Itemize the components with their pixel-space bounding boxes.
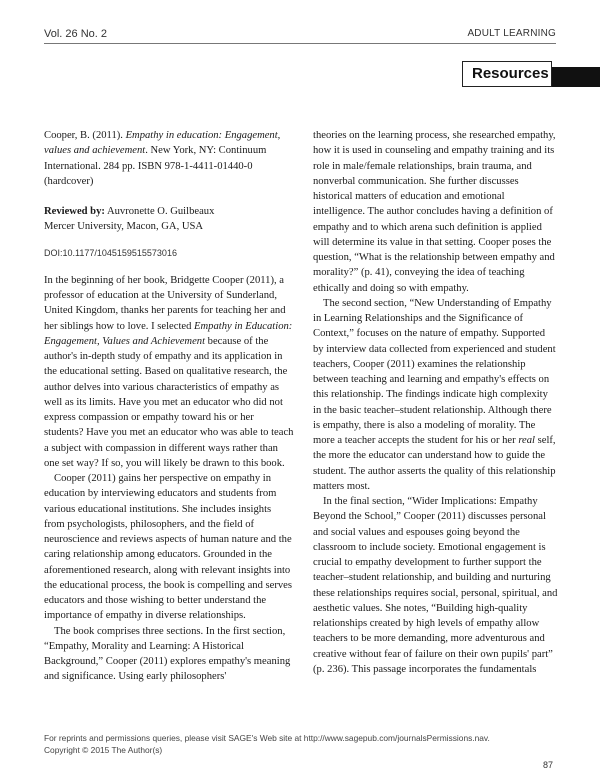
reviewer-affiliation: Mercer University, Macon, GA, USA — [44, 221, 204, 233]
left-column — [44, 128, 294, 685]
citation-title: Empathy in education: Engagement, values and achievement — [44, 130, 281, 157]
body-paragraph-2: Cooper (2011) gains her perspective on empathy in education by interviewing educators and students from various educational institutions. She includes insights from psychologists, philosophers, and the field of neuroscience and reviews aspects of human nature and the caring relationship among educators. Grounded in the aforementioned research, along with relevant insights into the educational process, the book is compelling and serves educators and those wishing to better understand the importance of empathy in diverse relationships. — [44, 473, 293, 622]
footer — [44, 732, 490, 756]
reviewer-name: Auvronette O. Guilbeaux — [106, 206, 215, 217]
paragraph-text: because of the author's in-depth study of empathy and its application in the educational setting. Based on qualitative research, the author delves into various characteristics of empathy as well as its limits. Have you met an educator who did not express compassion or empathy toward his or her students? Have you met an educator who was able to teach a subject with compassion in different ways rather than one set way? If so, you will likely be drawn to this book. — [44, 335, 294, 469]
book-citation — [44, 128, 294, 189]
volume-label: Vol. 26 No. 2 — [44, 28, 107, 40]
paragraph-text: The second section, “New Understanding of Empathy in Learning Relationships and the Significance of Context,” focuses on the nature of empathy. Supported by interview data collected from experienced and student teachers, Cooper (2011) examines the relationship between teaching and learning and empathy's effects on this relationship. The findings indicate high complexity in the basic teacher–student relationship. Although there is empathy, there is also a modeling of morality. The more a teacher accepts the student for his or her — [313, 297, 556, 446]
page-number: 87 — [542, 760, 553, 770]
paragraph-text: self, the more the educator can understand how to guide the student. The author asserts the quality of this relationship matters most. — [313, 435, 556, 492]
body-paragraph-3: The book comprises three sections. In the first section, “Empathy, Morality and Learning: A Historical Background,” Cooper (2011) explores empathy's meaning and significance. Using early philosophers' — [44, 625, 291, 683]
body-paragraph-5 — [313, 296, 558, 494]
citation-author: Cooper, B. (2011). — [44, 130, 123, 141]
emphasis-real: real — [518, 435, 535, 446]
section-tab-bar — [552, 67, 600, 87]
body-paragraph-1 — [44, 273, 294, 471]
citation-publisher: . New York, NY: Continuum International. 284 pp. ISBN 978-1-4411-01440-0 (hardcover) — [44, 145, 267, 187]
header-rule — [44, 43, 556, 44]
section-tab-resources: Resources — [462, 61, 552, 87]
copyright-note: Copyright © 2015 The Author(s) — [44, 745, 163, 755]
reviewer-label: Reviewed by: — [44, 206, 105, 217]
permissions-note: For reprints and permissions queries, please visit SAGE's Web site at http://www.sagepub.com/journalsPermissions.nav. — [44, 733, 490, 743]
right-column — [313, 128, 558, 677]
doi: DOI:10.1177/1045159515573016 — [44, 247, 177, 258]
body-paragraph-4: theories on the learning process, she researched empathy, how it is used in counseling and empathy training and its role in male/female relationships, brain trauma, and nonverbal communication. She further discusses historical matters of education and emotional intelligence. The author concludes having a definition of empathy and to which arena such definition is applied will determine its value in that setting. Cooper poses the question, “What is the relationship between empathy and morality?” (p. 41), conveying the idea of teaching ethically and doing so with empathy. — [313, 130, 556, 294]
paragraph-text: In the beginning of her book, Bridgette Cooper (2011), a professor of education at the University of Sunderland, United Kingdom, thanks her parents for teaching her and her siblings how to love. I selected — [44, 274, 286, 332]
body-paragraph-6: In the final section, “Wider Implications: Empathy Beyond the School,” Cooper (2011) discusses personal and social values and espouses going beyond the classroom to include society. Emotional engagement is crucial to empathy development to further support the teacher–student relationship, and building and nurturing these relationships requires social, personal, spiritual, and aesthetic values. She notes, “Building high-quality relationships created by high levels of empathy allow teachers to be more demanding, more adventurous and creative without fear of failure on their own pupils' part” (p. 236). This passage incorporates the fundamentals — [313, 496, 558, 675]
reviewer-line — [44, 204, 294, 219]
book-title-italic: Empathy in Education: Engagement, Values and Achievement — [44, 320, 293, 347]
journal-name: ADULT LEARNING — [467, 28, 556, 39]
